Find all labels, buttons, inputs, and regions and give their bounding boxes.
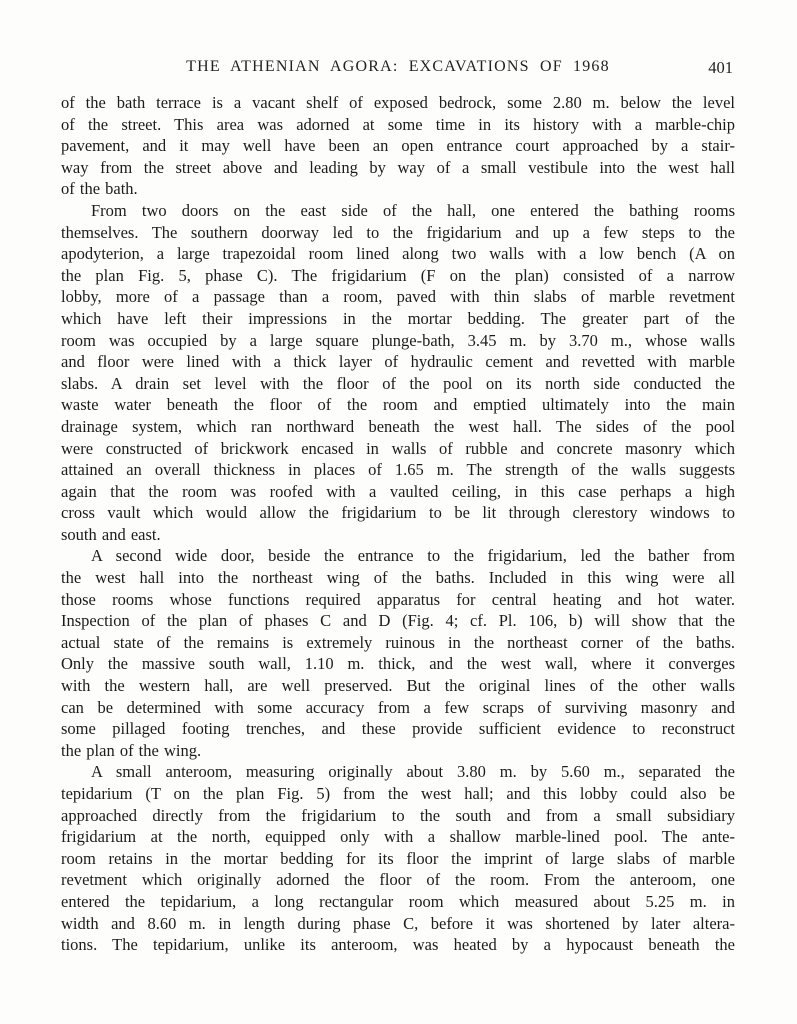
- text-line: of the street. This area was adorned at some time in its history with a marble-chip: [61, 114, 735, 134]
- running-title: THE ATHENIAN AGORA: EXCAVATIONS OF 1968: [186, 58, 610, 75]
- text-line: the west hall into the northeast wing of the baths. Included in this wing were all: [61, 568, 735, 588]
- text-line: room retains in the mortar bedding for its floor the imprint of large slabs of marble: [61, 848, 735, 868]
- text-line: frigidarium at the north, equipped only with a shallow marble-lined pool. The ante-: [61, 827, 735, 847]
- text-line: way from the street above and leading by way of a small vestibule into the west hall: [61, 157, 735, 177]
- text-line: can be determined with some accuracy from a few scraps of surviving masonry and: [61, 697, 735, 717]
- text-line: the plan Fig. 5, phase C). The frigidarium (F on the plan) consisted of a narrow: [61, 265, 735, 285]
- text-line: the plan of the wing.: [61, 740, 202, 760]
- text-line: slabs. A drain set level with the floor of the pool on its north side conducted the: [61, 373, 735, 393]
- running-head: [61, 58, 735, 78]
- text-line: From two doors on the east side of the hall, one entered the bathing rooms: [91, 200, 735, 220]
- text-line: which have left their impressions in the mortar bedding. The greater part of the: [61, 308, 735, 328]
- text-line: approached directly from the frigidarium to the south and from a small subsidiary: [61, 805, 735, 825]
- text-line: pavement, and it may well have been an open entrance court approached by a stair-: [61, 136, 735, 156]
- text-line: drainage system, which ran northward beneath the west hall. The sides of the pool: [61, 416, 735, 436]
- text-line: those rooms whose functions required apparatus for central heating and hot water.: [61, 589, 735, 609]
- text-line: actual state of the remains is extremely ruinous in the northeast corner of the baths.: [61, 632, 735, 652]
- paragraph: [61, 761, 735, 955]
- text-line: some pillaged footing trenches, and these provide sufficient evidence to reconstruct: [61, 719, 735, 739]
- text-line: were constructed of brickwork encased in walls of rubble and concrete masonry which: [61, 438, 735, 458]
- text-line: A second wide door, beside the entrance to the frigidarium, led the bather from: [91, 546, 735, 566]
- text-line: of the bath terrace is a vacant shelf of exposed bedrock, some 2.80 m. below the level: [61, 93, 735, 112]
- text-line: Inspection of the plan of phases C and D (Fig. 4; cf. Pl. 106, b) will show that the: [61, 611, 735, 631]
- text-line: Only the massive south wall, 1.10 m. thick, and the west wall, where it converges: [61, 654, 735, 674]
- paragraph: [61, 92, 735, 200]
- text-line: waste water beneath the floor of the room and emptied ultimately into the main: [61, 395, 735, 415]
- text-line: with the western hall, are well preserved. But the original lines of the other walls: [61, 676, 735, 696]
- text-line: tions. The tepidarium, unlike its anteroom, was heated by a hypocaust beneath the: [61, 935, 735, 955]
- body-text: [61, 92, 735, 956]
- text-line: of the bath.: [61, 179, 138, 199]
- text-line: attained an overall thickness in places of 1.65 m. The strength of the walls suggests: [61, 460, 735, 480]
- text-line: apodyterion, a large trapezoidal room lined along two walls with a low bench (A on: [61, 244, 735, 264]
- text-line: again that the room was roofed with a vaulted ceiling, in this case perhaps a high: [61, 481, 735, 501]
- paragraph: [61, 545, 735, 761]
- text-line: width and 8.60 m. in length during phase C, before it was shortened by later altera-: [61, 913, 735, 933]
- page-number: 401: [708, 58, 733, 77]
- text-line: room was occupied by a large square plunge-bath, 3.45 m. by 3.70 m., whose walls: [61, 330, 735, 350]
- text-line: south and east.: [61, 524, 161, 544]
- text-line: themselves. The southern doorway led to the frigidarium and up a few steps to the: [61, 222, 735, 242]
- text-line: entered the tepidarium, a long rectangular room which measured about 5.25 m. in: [61, 891, 735, 911]
- text-line: tepidarium (T on the plan Fig. 5) from the west hall; and this lobby could also be: [61, 784, 735, 803]
- text-line: and floor were lined with a thick layer of hydraulic cement and revetted with marble: [61, 352, 735, 372]
- paragraph: [61, 200, 735, 546]
- text-line: lobby, more of a passage than a room, paved with thin slabs of marble revetment: [61, 287, 735, 307]
- text-line: cross vault which would allow the frigidarium to be lit through clerestory windows to: [61, 503, 735, 523]
- text-line: revetment which originally adorned the floor of the room. From the anteroom, one: [61, 870, 735, 890]
- text-line: A small anteroom, measuring originally about 3.80 m. by 5.60 m., separated the: [91, 762, 735, 782]
